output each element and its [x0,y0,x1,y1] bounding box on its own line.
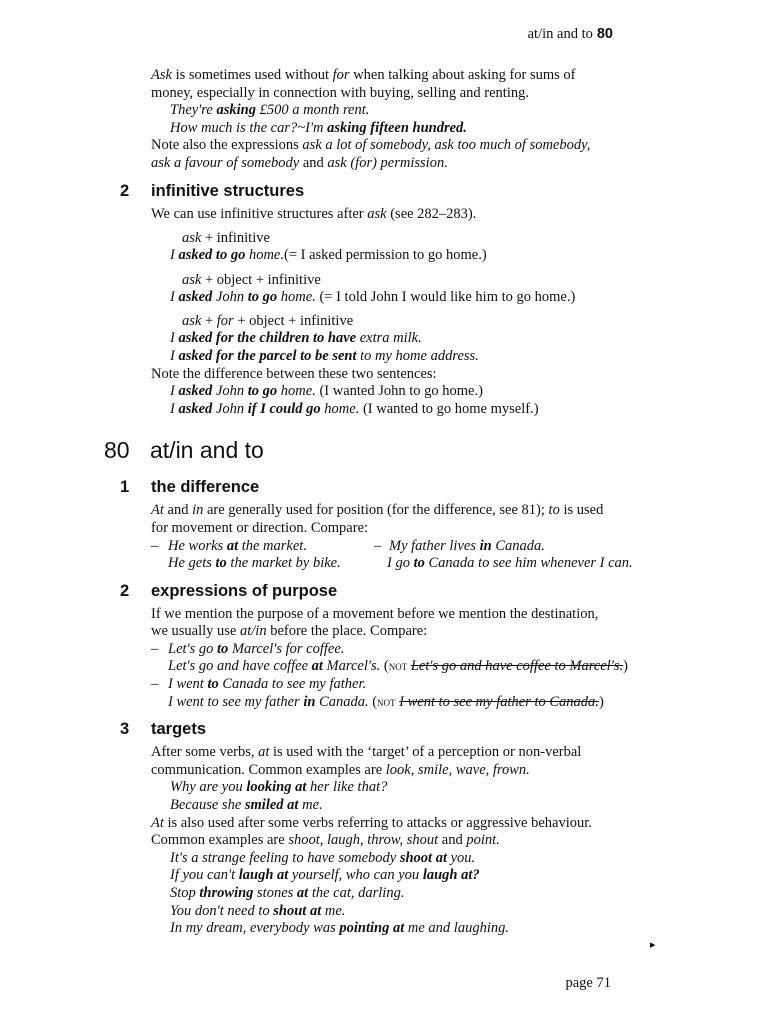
section-heading-difference: 1 the difference [120,478,260,497]
infinitive-example-2: I asked John to go home. (= I told John I would like him to go home.) [170,288,576,305]
targets-line-4: Common examples are shoot, laugh, throw, shout and point. [151,832,500,849]
intro-line-3: Note also the expressions ask a lot of somebody, ask too much of somebody, [151,137,591,154]
header-title: at/in and to [527,26,593,42]
formula-ask-for-object-infinitive: ask + for + object + infinitive [182,313,354,330]
targets-line-1: After some verbs, at is used with the ‘target’ of a perception or non-verbal [151,744,582,761]
intro-line-4: ask a favour of somebody and ask (for) permission. [151,154,448,171]
infinitive-example-5: I asked John to go home. (I wanted John to go home.) [170,383,483,400]
section-heading-targets: 3 targets [120,720,207,739]
targets-line-2: communication. Common examples are look, smile, wave, frown. [151,761,530,778]
section-heading-infinitive: 2 infinitive structures [120,181,305,200]
difference-row-1: – He works at the market. – My father lives in Canada. [151,537,545,554]
infinitive-example-6: I asked John if I could go home. (I wanted to go home myself.) [170,400,539,417]
difference-row-2: He gets to the market by bike. I go to Canada to see him whenever I can. [168,555,633,572]
purpose-example-1: – Let's go to Marcel's for coffee. [151,640,345,657]
intro-example-2: How much is the car?~I'm asking fifteen hundred. [170,119,467,136]
header-number: 80 [596,26,613,42]
purpose-example-4: I went to see my father in Canada. (not I went to see my father to Canada.) [168,693,604,710]
section-heading-purpose: 2 expressions of purpose [120,581,338,600]
purpose-example-3: – I went to Canada to see my father. [151,676,367,693]
targets-example-4: If you can't laugh at yourself, who can you laugh at? [170,867,480,884]
main-heading [0,436,768,466]
main-heading-title: at/in and to [150,437,264,464]
targets-example-3: It's a strange feeling to have somebody shoot at you. [170,849,476,866]
targets-example-5: Stop throwing stones at the cat, darling. [170,885,405,901]
infinitive-example-3: I asked for the children to have extra milk. [170,330,422,347]
purpose-line-1: If we mention the purpose of a movement before we mention the destination, [151,605,599,622]
formula-ask-object-infinitive: ask + object + infinitive [182,271,321,288]
infinitive-example-4: I asked for the parcel to be sent to my home address. [170,347,479,364]
infinitive-line-1: We can use infinitive structures after ask (see 282–283). [151,205,477,222]
targets-example-1: Why are you looking at her like that? [170,779,388,796]
targets-example-2: Because she smiled at me. [170,797,323,814]
running-header [0,26,613,43]
targets-line-3: At is also used after some verbs referring to attacks or aggressive behaviour. [151,814,592,831]
difference-line-2: for movement or direction. Compare: [151,519,369,536]
targets-example-6: You don't need to shout at me. [170,902,346,919]
continued-arrow-icon: ▸ [650,939,656,951]
infinitive-example-1: I asked to go home.(= I asked permission to go home.) [170,247,487,264]
purpose-example-2: Let's go and have coffee at Marcel's. (not Let's go and have coffee to Marcel's.) [168,658,628,675]
intro-line-2: money, especially in connection with buying, selling and renting. [151,84,529,101]
targets-example-7: In my dream, everybody was pointing at me and laughing. [170,920,509,937]
page-number: page 71 [565,975,611,991]
page-content [0,67,768,938]
main-heading-number: 80 [104,437,130,464]
intro-example-1: They're asking £500 a month rent. [170,102,370,119]
intro-line-1: Ask is sometimes used without for when talking about asking for sums of [151,67,576,83]
difference-line-1: At and in are generally used for position (for the difference, see 81); to is used [151,502,604,519]
formula-ask-infinitive: ask + infinitive [182,230,270,247]
purpose-line-2: we usually use at/in before the place. Compare: [151,623,428,640]
infinitive-line-2: Note the difference between these two sentences: [151,365,437,382]
